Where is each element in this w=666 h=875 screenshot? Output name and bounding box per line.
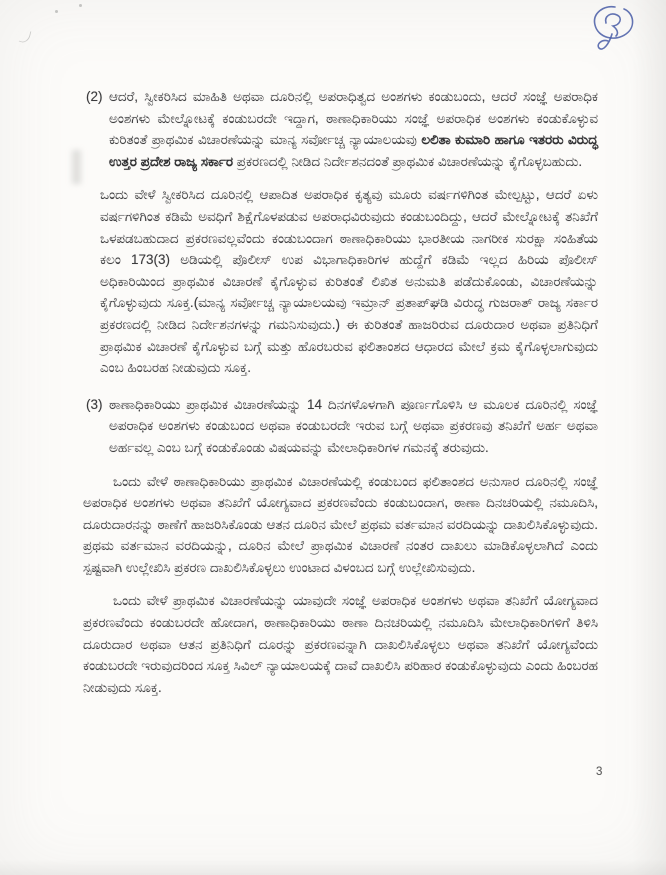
page-number: 3 [596,766,603,778]
document-body [83,86,598,698]
scan-edge-shading [632,0,666,875]
case-citation-lalita-kumari: ಲಲಿತಾ ಕುಮಾರಿ ಹಾಗೂ ಇತರರು ವಿರುದ್ಧ ಉತ್ತರ ಪ್ರದೇಶ ರಾಜ್ಯ ಸರ್ಕಾರ [109,132,598,169]
scan-edge-shading [0,859,666,875]
paragraph-text: ಒಂದು ವೇಳೆ ಪ್ರಾಥಮಿಕ ವಿಚಾರಣೆಯನ್ನು ಯಾವುದೇ ಸಂಜ್ಞೆ ಅಪರಾಧಿಕ ಅಂಶಗಳು ಅಥವಾ ತನಿಖೆಗೆ ಯೋಗ್ಯವಾದ ಪ್ರಕರಣವೆಂದು ಕಂಡುಬರದೇ ಹೋದಾಗ, ಠಾಣಾಧಿಕಾರಿಯು ಠಾಣಾ ದಿನಚರಿಯಲ್ಲಿ ನಮೂದಿಸಿ ಮೇಲಾಧಿಕಾರಿಗಳಿಗೆ ತಿಳಿಸಿ ದೂರುದಾರ ಅಥವಾ ಆತನ ಪ್ರತಿನಿಧಿಗೆ ದೂರನ್ನು ಪ್ರಕರಣವನ್ನಾಗಿ ದಾಖಲಿಸಿಕೊಳ್ಳಲು ಅಥವಾ ತನಿಖೆಗೆ ಯೋಗ್ಯವೆಂದು ಕಂಡುಬರದೇ ಇರುವುದರಿಂದ ಸೂಕ್ತ ಸಿವಿಲ್ ನ್ಯಾಯಾಲಯಕ್ಕೆ ದಾವೆ ದಾಖಲಿಸಿ ಪರಿಹಾರ ಕಂಡುಕೊಳ್ಳುವುದು ಎಂದು ಹಿಂಬರಹ ನೀಡುವುದು ಸೂಕ್ತ. [83,593,598,695]
paragraph-2-segment: ಪ್ರಕರಣದಲ್ಲಿ ನೀಡಿದ ನಿರ್ದೇಶನದಂತೆ ಪ್ರಾಥಮಿಕ ವಿಚಾರಣೆಯನ್ನು ಕೈಗೊಳ್ಳಬಹುದು. [232,153,583,169]
paragraph-text [109,86,598,172]
scan-speck [79,4,82,7]
paragraph-3 [86,394,598,459]
paragraph-2 [86,86,598,172]
paragraph-3-continuation-2 [83,590,598,698]
paragraph-number: (3) [86,396,103,412]
paragraph-text: ಒಂದು ವೇಳೆ ಸ್ವೀಕರಿಸಿದ ದೂರಿನಲ್ಲಿ ಆಪಾದಿತ ಅಪರಾಧಿಕ ಕೃತ್ಯವು ಮೂರು ವರ್ಷಗಳಿಗಿಂತ ಮೇಲ್ಪಟ್ಟು, ಆದರೆ ಏಳು ವರ್ಷಗಳಿಗಿಂತ ಕಡಿಮೆ ಅವಧಿಗೆ ಶಿಕ್ಷೆಗೊಳಪಡುವ ಅಪರಾಧವಿರುವುದು ಕಂಡುಬಂದಿದ್ದು, ಆದರೆ ಮೇಲ್ನೋಟಕ್ಕೆ ತನಿಖೆಗೆ ಒಳಪಡಬಹುದಾದ ಪ್ರಕರಣವಲ್ಲವೆಂದು ಕಂಡುಬಂದಾಗ ಠಾಣಾಧಿಕಾರಿಯು ಭಾರತೀಯ ನಾಗರೀಕ ಸುರಕ್ಷಾ ಸಂಹಿತೆಯ ಕಲಂ 173(3) ಅಡಿಯಲ್ಲಿ ಪೊಲೀಸ್ ಉಪ ವಿಭಾಗಾಧಿಕಾರಿಗಳ ಹುದ್ದೆಗೆ ಕಡಿಮೆ ಇಲ್ಲದ ಹಿರಿಯ ಪೊಲೀಸ್ ಅಧಿಕಾರಿಯಿಂದ ಪ್ರಾಥಮಿಕ ವಿಚಾರಣೆ ಕೈಗೊಳ್ಳುವ ಕುರಿತಂತೆ ಲಿಖಿತ ಅನುಮತಿ ಪಡೆದುಕೊಂಡು, ವಿಚಾರಣೆಯನ್ನು ಕೈಗೊಳ್ಳುವುದು ಸೂಕ್ತ.(ಮಾನ್ಯ ಸರ್ವೋಚ್ಚ ನ್ಯಾಯಾಲಯವು ಇಮ್ರಾನ್ ಪ್ರತಾಪ್‌ಘಡಿ ವಿರುದ್ಧ ಗುಜರಾತ್ ರಾಜ್ಯ ಸರ್ಕಾರ ಪ್ರಕರಣದಲ್ಲಿ ನೀಡಿದ ನಿರ್ದೇಶನಗಳನ್ನು ಗಮನಿಸುವುದು.) ಈ ಕುರಿತಂತೆ ಹಾಜರಿರುವ ದೂರುದಾರ ಅಥವಾ ಪ್ರತಿನಿಧಿಗೆ ಪ್ರಾಥಮಿಕ ವಿಚಾರಣೆ ಕೈಗೊಳ್ಳುವ ಬಗ್ಗೆ ಮತ್ತು ಹೊರಬರುವ ಫಲಿತಾಂಶದ ಆಧಾರದ ಮೇಲೆ ಕ್ರಮ ಕೈಗೊಳ್ಳಲಾಗುವುದು ಎಂಬ ಹಿಂಬರಹ ನೀಡುವುದು ಸೂಕ್ತ. [100,187,598,376]
scan-smudge [72,150,81,184]
signature-scribble-icon [586,2,642,62]
paragraph-text: ಠಾಣಾಧಿಕಾರಿಯು ಪ್ರಾಥಮಿಕ ವಿಚಾರಣೆಯನ್ನು 14 ದಿನಗಳೊಳಗಾಗಿ ಪೂರ್ಣಗೊಳಿಸಿ ಆ ಮೂಲಕ ದೂರಿನಲ್ಲಿ ಸಂಜ್ಞೆ ಅಪರಾಧಿಕ ಅಂಶಗಳು ಕಂಡುಬಂದ ಅಥವಾ ಕಂಡುಬರದೇ ಇರುವ ಬಗ್ಗೆ ಅಥವಾ ಪ್ರಕರಣವು ತನಿಖೆಗೆ ಅರ್ಹ ಅಥವಾ ಅರ್ಹವಲ್ಲ ಎಂಬ ಬಗ್ಗೆ ಕಂಡುಕೊಂಡು ವಿಷಯವನ್ನು ಮೇಲಾಧಿಕಾರಿಗಳ ಗಮನಕ್ಕೆ ತರುವುದು. [109,396,598,455]
paragraph-2-segment: ಆದರೆ, ಸ್ವೀಕರಿಸಿದ ಮಾಹಿತಿ ಅಥವಾ ದೂರಿನಲ್ಲಿ ಅಪರಾಧಿತ್ವದ ಅಂಶಗಳು ಕಂಡುಬಂದು, ಆದರೆ ಸಂಜ್ಞೆ ಅಪರಾಧಿಕ ಅಂಶಗಳು ಮೇಲ್ನೋಟಕ್ಕೆ ಕಂಡುಬರದೇ ಇದ್ದಾಗ, ಠಾಣಾಧಿಕಾರಿಯು ಸಂಜ್ಞೆ ಅಪರಾಧಿಕ ಅಂಶಗಳು ಕಂಡುಕೊಳ್ಳುವ ಕುರಿತಂತೆ ಪ್ರಾಥಮಿಕ ವಿಚಾರಣೆಯನ್ನು ಮಾನ್ಯ ಸರ್ವೋಚ್ಚ ನ್ಯಾಯಾಲಯವು [109,89,598,148]
paragraph-2-continuation [86,184,598,378]
scan-speck [55,10,58,13]
pencil-squiggle [19,29,32,44]
paragraph-3-continuation-1 [83,471,598,579]
paragraph-text: ಒಂದು ವೇಳೆ ಠಾಣಾಧಿಕಾರಿಯು ಪ್ರಾಥಮಿಕ ವಿಚಾರಣೆಯಲ್ಲಿ ಕಂಡುಬಂದ ಫಲಿತಾಂಶದ ಅನುಸಾರ ದೂರಿನಲ್ಲಿ ಸಂಜ್ಞೆ ಅಪರಾಧಿಕ ಅಂಶಗಳು ಅಥವಾ ತನಿಖೆಗೆ ಯೋಗ್ಯವಾದ ಪ್ರಕರಣವೆಂದು ಕಂಡುಬಂದಾಗ, ಠಾಣಾ ದಿನಚರಿಯಲ್ಲಿ ನಮೂದಿಸಿ, ದೂರುದಾರನನ್ನು ಠಾಣೆಗೆ ಹಾಜರಿಸಿಕೊಂಡು ಆತನ ದೂರಿನ ಮೇಲೆ ಪ್ರಥಮ ವರ್ತಮಾನ ವರದಿಯನ್ನು ದಾಖಲಿಸಿಕೊಳ್ಳುವುದು. ಪ್ರಥಮ ವರ್ತಮಾನ ವರದಿಯನ್ನು, ದೂರಿನ ಮೇಲೆ ಪ್ರಾಥಮಿಕ ವಿಚಾರಣೆ ನಂತರ ದಾಖಲು ಮಾಡಿಕೊಳ್ಳಲಾಗಿದೆ ಎಂದು ಸ್ಪಷ್ಟವಾಗಿ ಉಲ್ಲೇಖಿಸಿ ಪ್ರಕರಣ ದಾಖಲಿಸಿಕೊಳ್ಳಲು ಉಂಟಾದ ವಿಳಂಬದ ಬಗ್ಗೆ ಉಲ್ಲೇಖಿಸುವುದು. [83,473,598,575]
paragraph-number: (2) [86,89,103,104]
